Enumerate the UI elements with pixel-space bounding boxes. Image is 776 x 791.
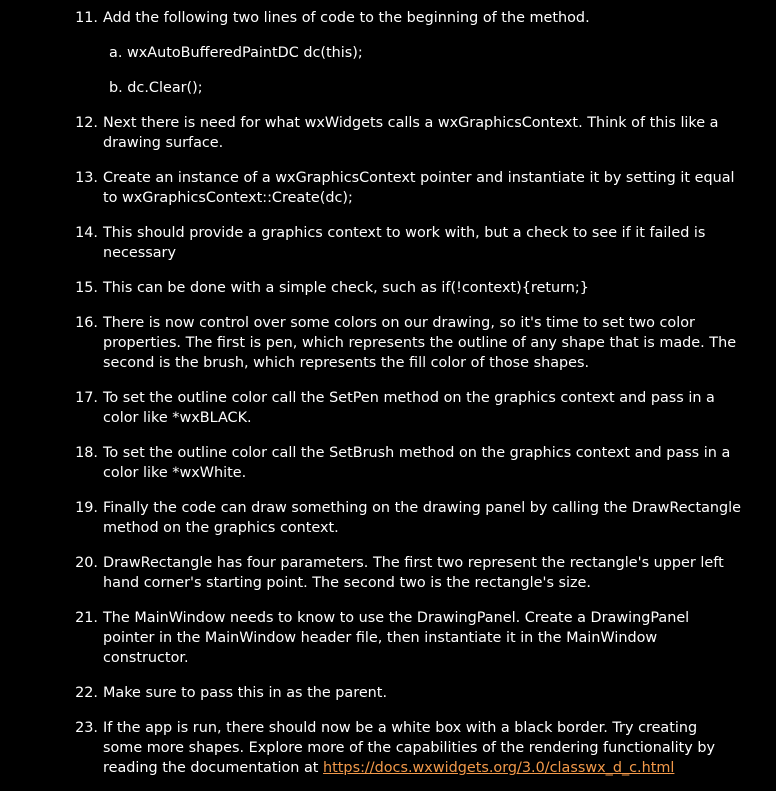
step-line: If the app is run, there should now be a white box with a black border. Try creating — [103, 720, 698, 736]
substep-code: dc.Clear(); — [127, 80, 203, 96]
step-line: This should provide a graphics context to work with, but a check to see if it failed is — [103, 225, 706, 241]
step-line: color like *wxWhite. — [103, 465, 247, 481]
step-text — [103, 683, 723, 703]
step-line: second is the brush, which represents the fill color of those shapes. — [103, 355, 590, 371]
step-text — [103, 498, 742, 538]
step-line: Next there is need for what wxWidgets calls a wxGraphicsContext. Think of this like a — [103, 115, 719, 131]
step-line: to wxGraphicsContext::Create(dc); — [103, 190, 353, 206]
link-prefix-text: reading the documentation at — [103, 760, 324, 776]
documentation-link[interactable]: https://docs.wxwidgets.org/3.0/classwx_d_c.html — [323, 760, 675, 776]
step-number: 16. — [75, 315, 98, 331]
step-line: The MainWindow needs to know to use the DrawingPanel. Create a DrawingPanel — [103, 610, 690, 626]
step-line: Make sure to pass this in as the parent. — [103, 685, 388, 701]
step-line: drawing surface. — [103, 135, 224, 151]
step-text — [103, 223, 723, 263]
step-number: 17. — [75, 390, 98, 406]
substep-marker: a. — [109, 45, 123, 61]
step-number: 22. — [75, 685, 98, 701]
step-line: DrawRectangle has four parameters. The first two represent the rectangle's upper left — [103, 555, 724, 571]
step-line: Create an instance of a wxGraphicsContext pointer and instantiate it by setting it equal — [103, 170, 735, 186]
step-text — [103, 278, 723, 298]
step-number: 12. — [75, 115, 98, 131]
step-line: some more shapes. Explore more of the capabilities of the rendering functionality by — [103, 740, 716, 756]
step-line: method on the graphics context. — [103, 520, 339, 536]
step-number: 11. — [75, 10, 98, 26]
step-line: constructor. — [103, 650, 189, 666]
step-line: necessary — [103, 245, 176, 261]
step-line-with-link — [103, 758, 723, 778]
step-line: To set the outline color call the SetBrush method on the graphics context and pass in a — [103, 445, 731, 461]
substep-code: wxAutoBufferedPaintDC dc(this); — [126, 45, 363, 61]
step-number: 18. — [75, 445, 98, 461]
step-line: color like *wxBLACK. — [103, 410, 252, 426]
step-number: 13. — [75, 170, 98, 186]
step-line: There is now control over some colors on our drawing, so it's time to set two color — [103, 315, 695, 331]
step-number: 15. — [75, 280, 98, 296]
step-line: Add the following two lines of code to the beginning of the method. — [103, 10, 590, 26]
step-text — [103, 553, 723, 593]
substep-a — [109, 43, 363, 63]
step-number: 20. — [75, 555, 98, 571]
step-number: 21. — [75, 610, 98, 626]
step-text — [103, 313, 737, 373]
substep-b — [109, 78, 203, 98]
step-line: Finally the code can draw something on the drawing panel by calling the DrawRectangle — [103, 500, 742, 516]
step-text — [103, 113, 723, 153]
step-text — [103, 718, 723, 778]
step-line: properties. The first is pen, which represents the outline of any shape that is made. The — [103, 335, 737, 351]
step-number: 14. — [75, 225, 98, 241]
step-line: pointer in the MainWindow header file, then instantiate it in the MainWindow — [103, 630, 658, 646]
step-line: This can be done with a simple check, such as if(!context){return;} — [103, 280, 589, 296]
step-text — [103, 388, 723, 428]
step-text — [103, 8, 723, 28]
substep-marker: b. — [109, 80, 123, 96]
step-line: To set the outline color call the SetPen method on the graphics context and pass in a — [103, 390, 715, 406]
step-line: hand corner's starting point. The second two is the rectangle's size. — [103, 575, 591, 591]
step-number: 23. — [75, 720, 98, 736]
step-text — [103, 443, 731, 483]
step-text — [103, 608, 723, 668]
step-number: 19. — [75, 500, 98, 516]
step-text — [103, 168, 735, 208]
